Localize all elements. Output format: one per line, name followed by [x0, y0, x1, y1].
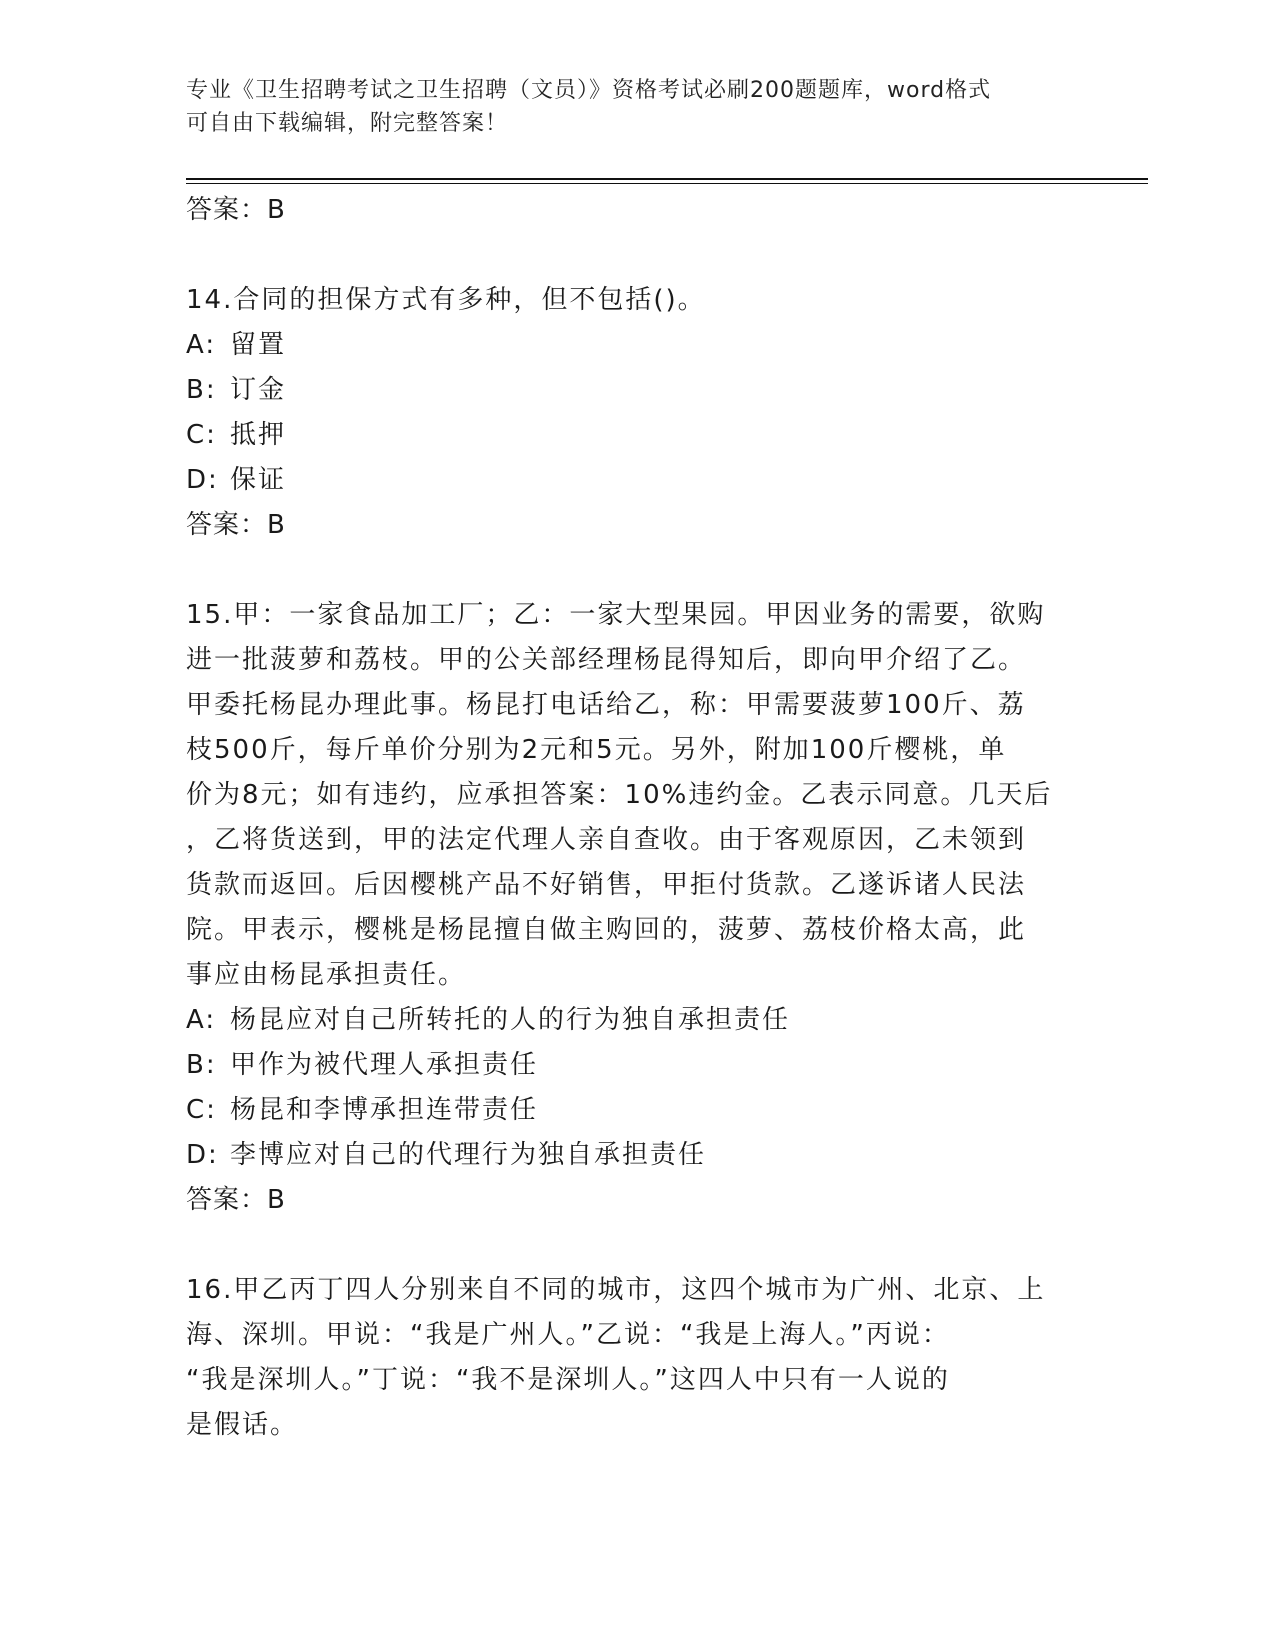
question-line: 货款而返回。后因樱桃产品不好销售，甲拒付货款。乙遂诉诸人民法: [186, 870, 1027, 900]
question-stem: 14.合同的担保方式有多种，但不包括()。: [186, 285, 706, 315]
option-c: C: 杨昆和李博承担连带责任: [186, 1095, 539, 1125]
answer: 答案：B: [186, 510, 286, 540]
option-a: A: 杨昆应对自己所转托的人的行为独自承担责任: [186, 1005, 791, 1035]
header-line-2: 可自由下载编辑，附完整答案！: [186, 111, 509, 136]
document-body: [186, 188, 1066, 1448]
previous-answer: 答案：B: [186, 195, 286, 225]
answer: 答案：B: [186, 1185, 286, 1215]
question-line: 院。甲表示，樱桃是杨昆擅自做主购回的，菠萝、荔枝价格太高，此: [186, 915, 1027, 945]
header-divider-thick: [186, 178, 1148, 180]
option-c: C: 抵押: [186, 420, 287, 450]
question-line: 16.甲乙丙丁四人分别来自不同的城市，这四个城市为广州、北京、上: [186, 1275, 1046, 1305]
page-header: [186, 74, 1066, 140]
option-d: D: 李博应对自己的代理行为独自承担责任: [186, 1140, 707, 1170]
question-14: [186, 278, 1066, 548]
question-line: ，乙将货送到，甲的法定代理人亲自查收。由于客观原因，乙未领到: [186, 825, 1027, 855]
question-line: 海、深圳。甲说：“我是广州人。”乙说：“我是上海人。”丙说：: [186, 1320, 950, 1350]
question-line: 是假话。: [186, 1410, 299, 1440]
question-line: 甲委托杨昆办理此事。杨昆打电话给乙，称：甲需要菠萝100斤、荔: [186, 690, 1026, 720]
question-16: [186, 1268, 1066, 1448]
question-line: 枝500斤，每斤单价分别为2元和5元。另外，附加100斤樱桃，单: [186, 735, 1007, 765]
question-line: 价为8元；如有违约，应承担答案：10%违约金。乙表示同意。几天后: [186, 780, 1053, 810]
question-line: 事应由杨昆承担责任。: [186, 960, 467, 990]
header-divider-thin: [186, 183, 1148, 184]
question-line: “我是深圳人。”丁说：“我不是深圳人。”这四人中只有一人说的: [186, 1365, 950, 1395]
header-line-1: 专业《卫生招聘考试之卫生招聘（文员）》资格考试必刷200题题库，word格式: [186, 78, 992, 103]
question-line: 进一批菠萝和荔枝。甲的公关部经理杨昆得知后，即向甲介绍了乙。: [186, 645, 1027, 675]
question-15: [186, 593, 1066, 1223]
option-b: B: 甲作为被代理人承担责任: [186, 1050, 539, 1080]
option-d: D: 保证: [186, 465, 287, 495]
option-b: B: 订金: [186, 375, 287, 405]
option-a: A: 留置: [186, 330, 287, 360]
question-line: 15.甲：一家食品加工厂；乙：一家大型果园。甲因业务的需要，欲购: [186, 600, 1046, 630]
